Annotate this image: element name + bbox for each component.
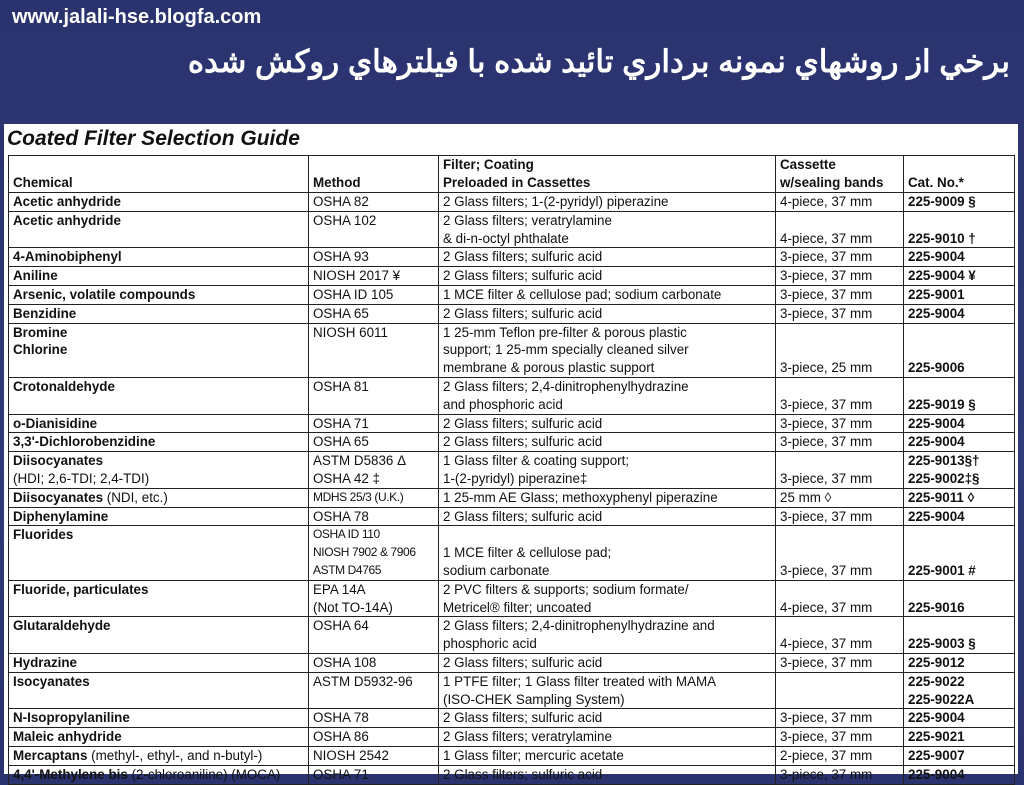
table-row bbox=[9, 193, 1015, 212]
cell-filter: 2 Glass filters; sulfuric acid bbox=[439, 248, 776, 267]
cell-method: MDHS 25/3 (U.K.) bbox=[309, 488, 439, 507]
table-row bbox=[9, 653, 1015, 672]
table-row bbox=[9, 617, 1015, 654]
cell-filter: 2 Glass filters; sulfuric acid bbox=[439, 433, 776, 452]
cell-filter: 1 Glass filter; mercuric acetate bbox=[439, 746, 776, 765]
table-row bbox=[9, 285, 1015, 304]
cell-chemical: 4-Aminobiphenyl bbox=[9, 248, 309, 267]
cell-method: ASTM D5836 Δ OSHA 42 ‡ bbox=[309, 452, 439, 489]
cell-filter: 1 25-mm Teflon pre-filter & porous plastic support; 1 25-mm specially cleaned silver membrane & porous plastic support bbox=[439, 323, 776, 377]
cell-cassette: 4-piece, 37 mm bbox=[776, 617, 904, 654]
document-panel bbox=[4, 124, 1018, 782]
cell-cat-no: 225-9004 bbox=[904, 414, 1015, 433]
table-row bbox=[9, 507, 1015, 526]
cell-cassette: 3-piece, 37 mm bbox=[776, 414, 904, 433]
cell-filter: 2 Glass filters; 2,4-dinitrophenylhydrazine and phosphoric acid bbox=[439, 377, 776, 414]
cell-method: OSHA 78 bbox=[309, 507, 439, 526]
cell-filter: 1 PTFE filter; 1 Glass filter treated with MAMA (ISO-CHEK Sampling System) bbox=[439, 672, 776, 709]
cell-cat-no: 225-9021 bbox=[904, 728, 1015, 747]
cell-chemical: Diisocyanates (NDI, etc.) bbox=[9, 488, 309, 507]
column-header-filter: Filter; Coating Preloaded in Cassettes bbox=[439, 156, 776, 193]
cell-cassette: 3-piece, 37 mm bbox=[776, 377, 904, 414]
table-row bbox=[9, 414, 1015, 433]
cell-method: NIOSH 2542 bbox=[309, 746, 439, 765]
cell-cat-no: 225-9019 § bbox=[904, 377, 1015, 414]
cell-filter: 2 Glass filters; veratrylamine & di-n-octyl phthalate bbox=[439, 211, 776, 248]
cell-filter: 2 Glass filters; sulfuric acid bbox=[439, 653, 776, 672]
cell-cat-no: 225-9006 bbox=[904, 323, 1015, 377]
cell-cassette: 3-piece, 37 mm bbox=[776, 728, 904, 747]
table-row bbox=[9, 267, 1015, 286]
cell-method: NIOSH 6011 bbox=[309, 323, 439, 377]
cell-method: OSHA ID 110 NIOSH 7902 & 7906 ASTM D4765 bbox=[309, 526, 439, 580]
table-row bbox=[9, 452, 1015, 489]
cell-method: OSHA 81 bbox=[309, 377, 439, 414]
cell-filter: 2 Glass filters; sulfuric acid bbox=[439, 267, 776, 286]
cell-filter: 2 Glass filters; sulfuric acid bbox=[439, 414, 776, 433]
cell-cat-no: 225-9013§† 225-9002‡§ bbox=[904, 452, 1015, 489]
cell-chemical: o-Dianisidine bbox=[9, 414, 309, 433]
cell-cassette: 3-piece, 37 mm bbox=[776, 285, 904, 304]
table-row bbox=[9, 377, 1015, 414]
cell-cat-no: 225-9001 bbox=[904, 285, 1015, 304]
cell-chemical: 4,4'-Methylene bis (2-chloroaniline) (MOCA) bbox=[9, 765, 309, 784]
table-row bbox=[9, 672, 1015, 709]
cell-filter: 2 Glass filters; sulfuric acid bbox=[439, 507, 776, 526]
cell-filter: 2 Glass filters; sulfuric acid bbox=[439, 709, 776, 728]
table-row bbox=[9, 728, 1015, 747]
cell-filter: 2 Glass filters; 1-(2-pyridyl) piperazine bbox=[439, 193, 776, 212]
column-header-method: Method bbox=[309, 156, 439, 193]
cell-chemical: Mercaptans (methyl-, ethyl-, and n-butyl-) bbox=[9, 746, 309, 765]
cell-cassette: 2-piece, 37 mm bbox=[776, 746, 904, 765]
table-row bbox=[9, 248, 1015, 267]
cell-filter: 2 Glass filters; veratrylamine bbox=[439, 728, 776, 747]
table-row bbox=[9, 580, 1015, 617]
table-row bbox=[9, 746, 1015, 765]
cell-filter: 1 MCE filter & cellulose pad; sodium carbonate bbox=[439, 285, 776, 304]
cell-cat-no: 225-9007 bbox=[904, 746, 1015, 765]
cell-cassette: 3-piece, 37 mm bbox=[776, 526, 904, 580]
cell-cassette: 3-piece, 37 mm bbox=[776, 653, 904, 672]
cell-chemical: Benzidine bbox=[9, 304, 309, 323]
cell-chemical: Maleic anhydride bbox=[9, 728, 309, 747]
cell-cassette: 4-piece, 37 mm bbox=[776, 211, 904, 248]
cell-cassette: 3-piece, 37 mm bbox=[776, 267, 904, 286]
cell-cat-no: 225-9016 bbox=[904, 580, 1015, 617]
cell-filter: 2 Glass filters; sulfuric acid bbox=[439, 765, 776, 784]
cell-cat-no: 225-9004 bbox=[904, 709, 1015, 728]
selection-guide-table bbox=[8, 155, 1015, 785]
cell-chemical: Fluorides bbox=[9, 526, 309, 580]
table-body bbox=[9, 193, 1015, 785]
cell-filter: 2 Glass filters; sulfuric acid bbox=[439, 304, 776, 323]
cell-filter: 2 Glass filters; 2,4-dinitrophenylhydrazine and phosphoric acid bbox=[439, 617, 776, 654]
cell-cat-no: 225-9004 bbox=[904, 433, 1015, 452]
cell-method: OSHA 108 bbox=[309, 653, 439, 672]
cell-filter: 1 MCE filter & cellulose pad; sodium carbonate bbox=[439, 526, 776, 580]
cell-cat-no: 225-9004 ¥ bbox=[904, 267, 1015, 286]
cell-cassette: 3-piece, 37 mm bbox=[776, 709, 904, 728]
column-header-chemical: Chemical bbox=[9, 156, 309, 193]
cell-cassette: 25 mm ◊ bbox=[776, 488, 904, 507]
table-row bbox=[9, 526, 1015, 580]
cell-chemical: Crotonaldehyde bbox=[9, 377, 309, 414]
table-row bbox=[9, 323, 1015, 377]
cell-filter: 2 PVC filters & supports; sodium formate/ Metricel® filter; uncoated bbox=[439, 580, 776, 617]
cell-chemical: Acetic anhydride bbox=[9, 211, 309, 248]
cell-method: NIOSH 2017 ¥ bbox=[309, 267, 439, 286]
cell-method: OSHA 65 bbox=[309, 304, 439, 323]
cell-method: OSHA 71 bbox=[309, 414, 439, 433]
cell-chemical: Acetic anhydride bbox=[9, 193, 309, 212]
cell-chemical: 3,3'-Dichlorobenzidine bbox=[9, 433, 309, 452]
cell-cat-no: 225-9010 † bbox=[904, 211, 1015, 248]
cell-chemical: N-Isopropylaniline bbox=[9, 709, 309, 728]
blog-url[interactable]: www.jalali-hse.blogfa.com bbox=[12, 6, 262, 28]
slide-title: برخي از روشهاي نمونه برداري تائيد شده با فيلترهاي روكش شده bbox=[187, 44, 1010, 79]
cell-cat-no: 225-9004 bbox=[904, 304, 1015, 323]
cell-chemical: Glutaraldehyde bbox=[9, 617, 309, 654]
document-title: Coated Filter Selection Guide bbox=[7, 127, 300, 150]
cell-cat-no: 225-9004 bbox=[904, 248, 1015, 267]
cell-method: OSHA 93 bbox=[309, 248, 439, 267]
table-header-row bbox=[9, 156, 1015, 193]
cell-chemical: Fluoride, particulates bbox=[9, 580, 309, 617]
column-header-cat-no: Cat. No.* bbox=[904, 156, 1015, 193]
cell-method: OSHA 82 bbox=[309, 193, 439, 212]
cell-cassette: 4-piece, 37 mm bbox=[776, 580, 904, 617]
slide-header bbox=[0, 0, 1024, 122]
cell-cassette: 3-piece, 37 mm bbox=[776, 433, 904, 452]
cell-chemical: Hydrazine bbox=[9, 653, 309, 672]
table-row bbox=[9, 211, 1015, 248]
cell-method: OSHA 65 bbox=[309, 433, 439, 452]
cell-cassette bbox=[776, 672, 904, 709]
table-row bbox=[9, 304, 1015, 323]
cell-chemical: Diisocyanates (HDI; 2,6-TDI; 2,4-TDI) bbox=[9, 452, 309, 489]
table-row bbox=[9, 433, 1015, 452]
cell-cat-no: 225-9009 § bbox=[904, 193, 1015, 212]
cell-cat-no: 225-9004 bbox=[904, 507, 1015, 526]
cell-cassette: 3-piece, 37 mm bbox=[776, 507, 904, 526]
cell-cassette: 3-piece, 37 mm bbox=[776, 452, 904, 489]
cell-filter: 1 25-mm AE Glass; methoxyphenyl piperazine bbox=[439, 488, 776, 507]
cell-method: OSHA 86 bbox=[309, 728, 439, 747]
cell-cassette: 3-piece, 25 mm bbox=[776, 323, 904, 377]
cell-method: OSHA ID 105 bbox=[309, 285, 439, 304]
cell-cassette: 4-piece, 37 mm bbox=[776, 193, 904, 212]
cell-cat-no: 225-9003 § bbox=[904, 617, 1015, 654]
cell-cassette: 3-piece, 37 mm bbox=[776, 765, 904, 784]
cell-filter: 1 Glass filter & coating support; 1-(2-pyridyl) piperazine‡ bbox=[439, 452, 776, 489]
cell-method: OSHA 102 bbox=[309, 211, 439, 248]
cell-chemical: Bromine Chlorine bbox=[9, 323, 309, 377]
cell-chemical: Aniline bbox=[9, 267, 309, 286]
cell-method: OSHA 64 bbox=[309, 617, 439, 654]
cell-cassette: 3-piece, 37 mm bbox=[776, 248, 904, 267]
cell-cat-no: 225-9001 # bbox=[904, 526, 1015, 580]
cell-cat-no: 225-9012 bbox=[904, 653, 1015, 672]
cell-cat-no: 225-9004 bbox=[904, 765, 1015, 784]
cell-method: EPA 14A (Not TO-14A) bbox=[309, 580, 439, 617]
cell-cassette: 3-piece, 37 mm bbox=[776, 304, 904, 323]
cell-method: OSHA 71 bbox=[309, 765, 439, 784]
cell-method: ASTM D5932-96 bbox=[309, 672, 439, 709]
table-row bbox=[9, 488, 1015, 507]
column-header-cassette: Cassette w/sealing bands bbox=[776, 156, 904, 193]
cell-cat-no: 225-9022 225-9022A bbox=[904, 672, 1015, 709]
table-row bbox=[9, 765, 1015, 784]
cell-chemical: Isocyanates bbox=[9, 672, 309, 709]
table-row bbox=[9, 709, 1015, 728]
cell-chemical: Arsenic, volatile compounds bbox=[9, 285, 309, 304]
cell-method: OSHA 78 bbox=[309, 709, 439, 728]
cell-chemical: Diphenylamine bbox=[9, 507, 309, 526]
cell-cat-no: 225-9011 ◊ bbox=[904, 488, 1015, 507]
